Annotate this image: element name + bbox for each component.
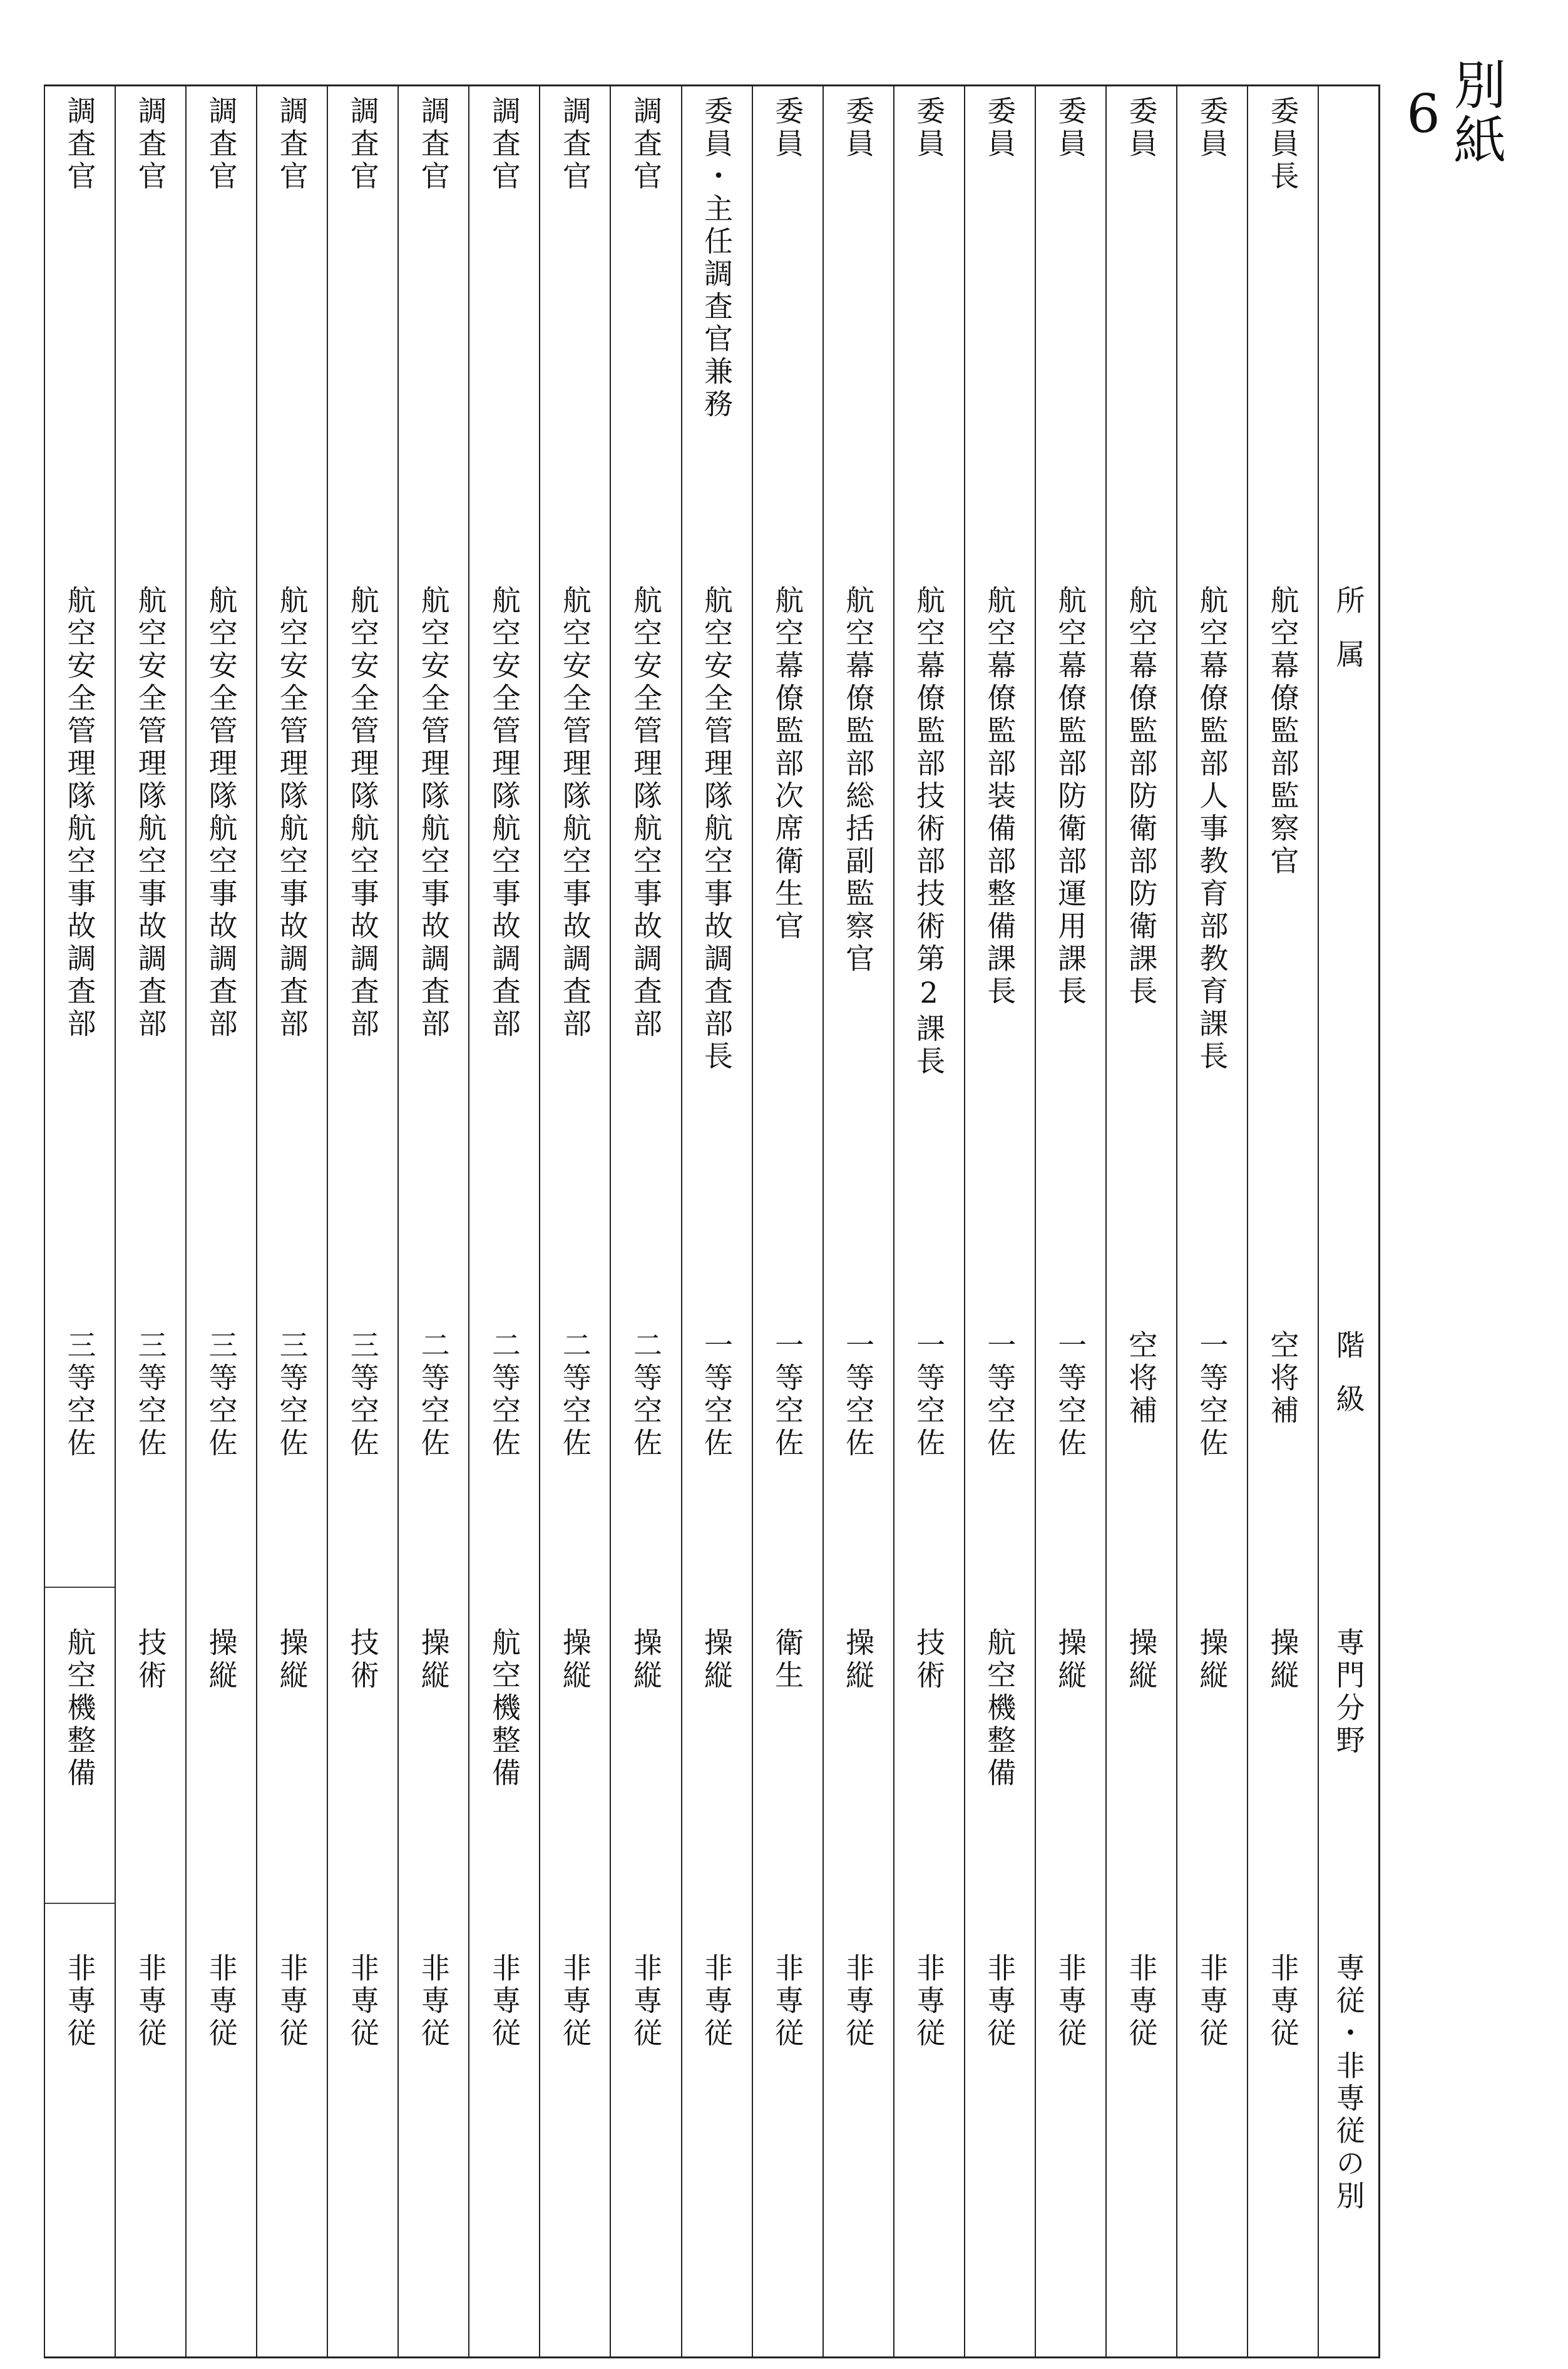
table-row	[964, 84, 1035, 2356]
row-rank: 一等空佐	[912, 1330, 946, 1460]
row-affiliation-cell	[965, 585, 1035, 1311]
row-field: 操縦	[558, 1627, 592, 1692]
row-rank-cell	[753, 1330, 822, 1605]
row-role-cell	[1107, 96, 1176, 565]
row-status: 非専従	[841, 1953, 876, 2050]
row-rank: 三等空佐	[275, 1330, 309, 1460]
table-row	[1176, 84, 1247, 2356]
row-affiliation: 航空安全管理隊航空事故調査部	[346, 585, 380, 1041]
row-role: 委員	[1124, 96, 1159, 161]
row-role-cell	[1177, 96, 1247, 565]
row-affiliation: 航空幕僚監部技術部技術第2課長	[912, 585, 946, 1078]
row-role-cell	[399, 96, 468, 565]
row-rank-cell	[1107, 1330, 1176, 1605]
row-field-cell	[1107, 1627, 1176, 1890]
row-status: 非専従	[416, 1953, 451, 2050]
row-field-cell	[965, 1627, 1035, 1890]
row-rank: 二等空佐	[558, 1330, 592, 1460]
row-field: 操縦	[204, 1627, 238, 1692]
row-field: 航空機整備	[983, 1627, 1017, 1790]
row-affiliation-cell	[1177, 585, 1247, 1311]
row-field: 技術	[346, 1627, 380, 1692]
row-role-cell	[328, 96, 397, 565]
row-status-cell	[1177, 1953, 1247, 2341]
row-field: 航空機整備	[63, 1627, 97, 1790]
row-role: 委員長	[1266, 96, 1300, 193]
row-affiliation-cell	[611, 585, 680, 1311]
row-status: 非専従	[1266, 1953, 1300, 2050]
row-status-cell	[1036, 1953, 1105, 2341]
table-row	[327, 84, 397, 2356]
row-status: 非専従	[558, 1953, 592, 2050]
row-rank-cell	[399, 1330, 468, 1605]
row-status-cell	[540, 1953, 610, 2341]
row-affiliation: 航空安全管理隊航空事故調査部	[558, 585, 592, 1041]
row-status-cell	[611, 1953, 680, 2341]
row-rank-cell	[824, 1330, 893, 1605]
row-status-cell	[257, 1953, 327, 2341]
header-affiliation-cell	[1319, 585, 1378, 1311]
page-label-number: 6	[1393, 83, 1454, 147]
row-role-cell	[540, 96, 610, 565]
row-role: 委員	[912, 96, 946, 161]
row-status-cell	[469, 1953, 539, 2341]
row-affiliation-cell	[187, 585, 256, 1311]
member-table	[44, 84, 1380, 2356]
row-role-cell	[116, 96, 185, 565]
table-row	[1105, 84, 1176, 2356]
row-affiliation: 航空幕僚監部次席衛生官	[771, 585, 805, 943]
row-affiliation: 航空幕僚監部装備部整備課長	[983, 585, 1017, 1008]
row-rank: 一等空佐	[1195, 1330, 1229, 1460]
row-affiliation-cell	[894, 585, 964, 1311]
row-field-cell	[753, 1627, 822, 1890]
row-affiliation-cell	[399, 585, 468, 1311]
row-affiliation-cell	[824, 585, 893, 1311]
row-rank: 一等空佐	[1053, 1330, 1088, 1460]
row-affiliation: 航空幕僚監部人事教育部教育課長	[1195, 585, 1229, 1073]
row-status-cell	[824, 1953, 893, 2341]
row-affiliation: 航空安全管理隊航空事故調査部	[628, 585, 663, 1041]
row-field-cell	[824, 1627, 893, 1890]
row-field-cell	[399, 1627, 468, 1890]
row-field: 操縦	[1053, 1627, 1088, 1692]
table-row	[468, 84, 539, 2356]
row-rank: 二等空佐	[416, 1330, 451, 1460]
row-field-cell	[116, 1627, 185, 1890]
row-rank: 一等空佐	[771, 1330, 805, 1460]
row-rank: 空将補	[1266, 1330, 1300, 1428]
row-rank-cell	[469, 1330, 539, 1605]
table-row	[752, 84, 822, 2356]
header-affiliation: 所属	[1331, 585, 1366, 693]
row-field-cell	[469, 1627, 539, 1890]
row-affiliation: 航空安全管理隊航空事故調査部長	[700, 585, 734, 1073]
row-affiliation-cell	[540, 585, 610, 1311]
row-status: 非専従	[1053, 1953, 1088, 2050]
row-role: 委員	[1053, 96, 1088, 161]
row-rank: 一等空佐	[700, 1330, 734, 1460]
row-affiliation: 航空幕僚監部防衛部防衛課長	[1124, 585, 1159, 1008]
row-status-cell	[682, 1953, 752, 2341]
row-field: 操縦	[1195, 1627, 1229, 1692]
row-role: 委員	[771, 96, 805, 161]
page-label-main: 別紙	[1445, 58, 1507, 168]
row-rank-cell	[187, 1330, 256, 1605]
row-status: 非専従	[487, 1953, 521, 2050]
row-field: 衛生	[771, 1627, 805, 1692]
row-rank-cell	[965, 1330, 1035, 1605]
row-field-cell	[894, 1627, 964, 1890]
cell-separator	[45, 1587, 115, 1588]
table-row	[1247, 84, 1318, 2356]
row-field-cell	[611, 1627, 680, 1890]
row-rank: 三等空佐	[204, 1330, 238, 1460]
row-field-cell	[540, 1627, 610, 1890]
row-role-cell	[682, 96, 752, 565]
row-rank-cell	[116, 1330, 185, 1605]
row-field-cell	[328, 1627, 397, 1890]
row-role: 調査官	[346, 96, 380, 193]
row-affiliation: 航空幕僚監部防衛部運用課長	[1053, 585, 1088, 1008]
row-rank-cell	[1248, 1330, 1318, 1605]
row-status: 非専従	[700, 1953, 734, 2050]
row-role-cell	[45, 96, 115, 565]
row-role: 調査官	[133, 96, 168, 193]
row-role-cell	[965, 96, 1035, 565]
row-field: 操縦	[1266, 1627, 1300, 1692]
row-affiliation-cell	[682, 585, 752, 1311]
row-field-cell	[1036, 1627, 1105, 1890]
row-rank: 空将補	[1124, 1330, 1159, 1428]
table-row	[44, 84, 115, 2356]
row-affiliation-cell	[1248, 585, 1318, 1311]
row-status-cell	[45, 1953, 115, 2341]
row-rank: 三等空佐	[346, 1330, 380, 1460]
row-affiliation: 航空安全管理隊航空事故調査部	[63, 585, 97, 1041]
row-rank: 三等空佐	[63, 1330, 97, 1460]
row-field-cell	[45, 1627, 115, 1890]
row-status-cell	[116, 1953, 185, 2341]
row-affiliation: 航空安全管理隊航空事故調査部	[487, 585, 521, 1041]
row-affiliation-cell	[328, 585, 397, 1311]
row-role-cell	[894, 96, 964, 565]
header-role-cell	[1319, 96, 1378, 565]
table-row	[893, 84, 964, 2356]
row-status: 非専従	[63, 1953, 97, 2050]
row-rank-cell	[1036, 1330, 1105, 1605]
row-field: 操縦	[628, 1627, 663, 1692]
row-role-cell	[257, 96, 327, 565]
row-status-cell	[1248, 1953, 1318, 2341]
row-affiliation-cell	[257, 585, 327, 1311]
row-rank: 二等空佐	[628, 1330, 663, 1460]
header-rank-cell	[1319, 1330, 1378, 1605]
row-role: 調査官	[558, 96, 592, 193]
row-role: 委員・主任調査官兼務	[700, 96, 734, 421]
row-role-cell	[187, 96, 256, 565]
row-field: 操縦	[416, 1627, 451, 1692]
row-rank-cell	[257, 1330, 327, 1605]
row-affiliation: 航空安全管理隊航空事故調査部	[416, 585, 451, 1041]
row-affiliation-cell	[753, 585, 822, 1311]
row-field-cell	[682, 1627, 752, 1890]
row-role: 調査官	[204, 96, 238, 193]
page-label	[1393, 31, 1507, 194]
row-affiliation: 航空幕僚監部監察官	[1266, 585, 1300, 878]
table-bottom-rule	[44, 2356, 1380, 2358]
row-status: 非専従	[275, 1953, 309, 2050]
row-rank: 三等空佐	[133, 1330, 168, 1460]
row-role-cell	[1248, 96, 1318, 565]
row-status-cell	[753, 1953, 822, 2341]
row-rank-cell	[45, 1330, 115, 1605]
row-field-cell	[1248, 1627, 1318, 1890]
row-role-cell	[611, 96, 680, 565]
row-affiliation: 航空安全管理隊航空事故調査部	[204, 585, 238, 1041]
header-field: 専門分野	[1331, 1627, 1366, 1758]
row-status-cell	[1107, 1953, 1176, 2341]
row-role: 調査官	[275, 96, 309, 193]
row-role-cell	[824, 96, 893, 565]
row-role: 調査官	[628, 96, 663, 193]
row-role: 委員	[1195, 96, 1229, 161]
row-field: 操縦	[275, 1627, 309, 1692]
table-row	[397, 84, 468, 2356]
row-status-cell	[399, 1953, 468, 2341]
row-role: 委員	[983, 96, 1017, 161]
row-affiliation-cell	[1107, 585, 1176, 1311]
table-row	[610, 84, 680, 2356]
row-role: 調査官	[416, 96, 451, 193]
row-field: 航空機整備	[487, 1627, 521, 1790]
table-row	[115, 84, 185, 2356]
header-status-cell	[1319, 1953, 1378, 2341]
row-rank: 一等空佐	[983, 1330, 1017, 1460]
row-status-cell	[965, 1953, 1035, 2341]
row-affiliation-cell	[469, 585, 539, 1311]
row-role-cell	[469, 96, 539, 565]
row-field: 技術	[133, 1627, 168, 1692]
row-role-cell	[753, 96, 822, 565]
row-affiliation-cell	[1036, 585, 1105, 1311]
row-rank: 二等空佐	[487, 1330, 521, 1460]
header-status: 専従・非専従の別	[1331, 1953, 1366, 2213]
row-status: 非専従	[1124, 1953, 1159, 2050]
row-affiliation: 航空幕僚監部総括副監察官	[841, 585, 876, 976]
row-role: 調査官	[63, 96, 97, 193]
row-status: 非専従	[133, 1953, 168, 2050]
row-status: 非専従	[983, 1953, 1017, 2050]
header-field-cell	[1319, 1627, 1378, 1890]
table-row	[256, 84, 327, 2356]
row-status-cell	[328, 1953, 397, 2341]
row-field-cell	[187, 1627, 256, 1890]
row-role: 委員	[841, 96, 876, 161]
row-field-cell	[1177, 1627, 1247, 1890]
row-field: 操縦	[1124, 1627, 1159, 1692]
row-status: 非専従	[628, 1953, 663, 2050]
row-affiliation-cell	[45, 585, 115, 1311]
row-rank-cell	[1177, 1330, 1247, 1605]
row-rank-cell	[894, 1330, 964, 1605]
row-status: 非専従	[346, 1953, 380, 2050]
table-row	[822, 84, 893, 2356]
row-status-cell	[894, 1953, 964, 2341]
row-status: 非専従	[912, 1953, 946, 2050]
row-field: 操縦	[841, 1627, 876, 1692]
table-row	[185, 84, 256, 2356]
header-column	[1318, 84, 1380, 2356]
row-rank-cell	[682, 1330, 752, 1605]
table-row	[1035, 84, 1105, 2356]
row-status: 非専従	[1195, 1953, 1229, 2050]
table-row	[539, 84, 610, 2356]
row-field-cell	[257, 1627, 327, 1890]
row-status-cell	[187, 1953, 256, 2341]
row-affiliation: 航空安全管理隊航空事故調査部	[275, 585, 309, 1041]
row-affiliation-cell	[116, 585, 185, 1311]
row-field: 技術	[912, 1627, 946, 1692]
row-rank-cell	[328, 1330, 397, 1605]
header-rank: 階級	[1331, 1330, 1366, 1438]
row-status: 非専従	[204, 1953, 238, 2050]
row-rank-cell	[540, 1330, 610, 1605]
row-role-cell	[1036, 96, 1105, 565]
row-rank: 一等空佐	[841, 1330, 876, 1460]
row-rank-cell	[611, 1330, 680, 1605]
cell-separator	[45, 1903, 115, 1904]
table-row	[681, 84, 752, 2356]
row-field: 操縦	[700, 1627, 734, 1692]
row-role: 調査官	[487, 96, 521, 193]
row-status: 非専従	[771, 1953, 805, 2050]
row-affiliation: 航空安全管理隊航空事故調査部	[133, 585, 168, 1041]
